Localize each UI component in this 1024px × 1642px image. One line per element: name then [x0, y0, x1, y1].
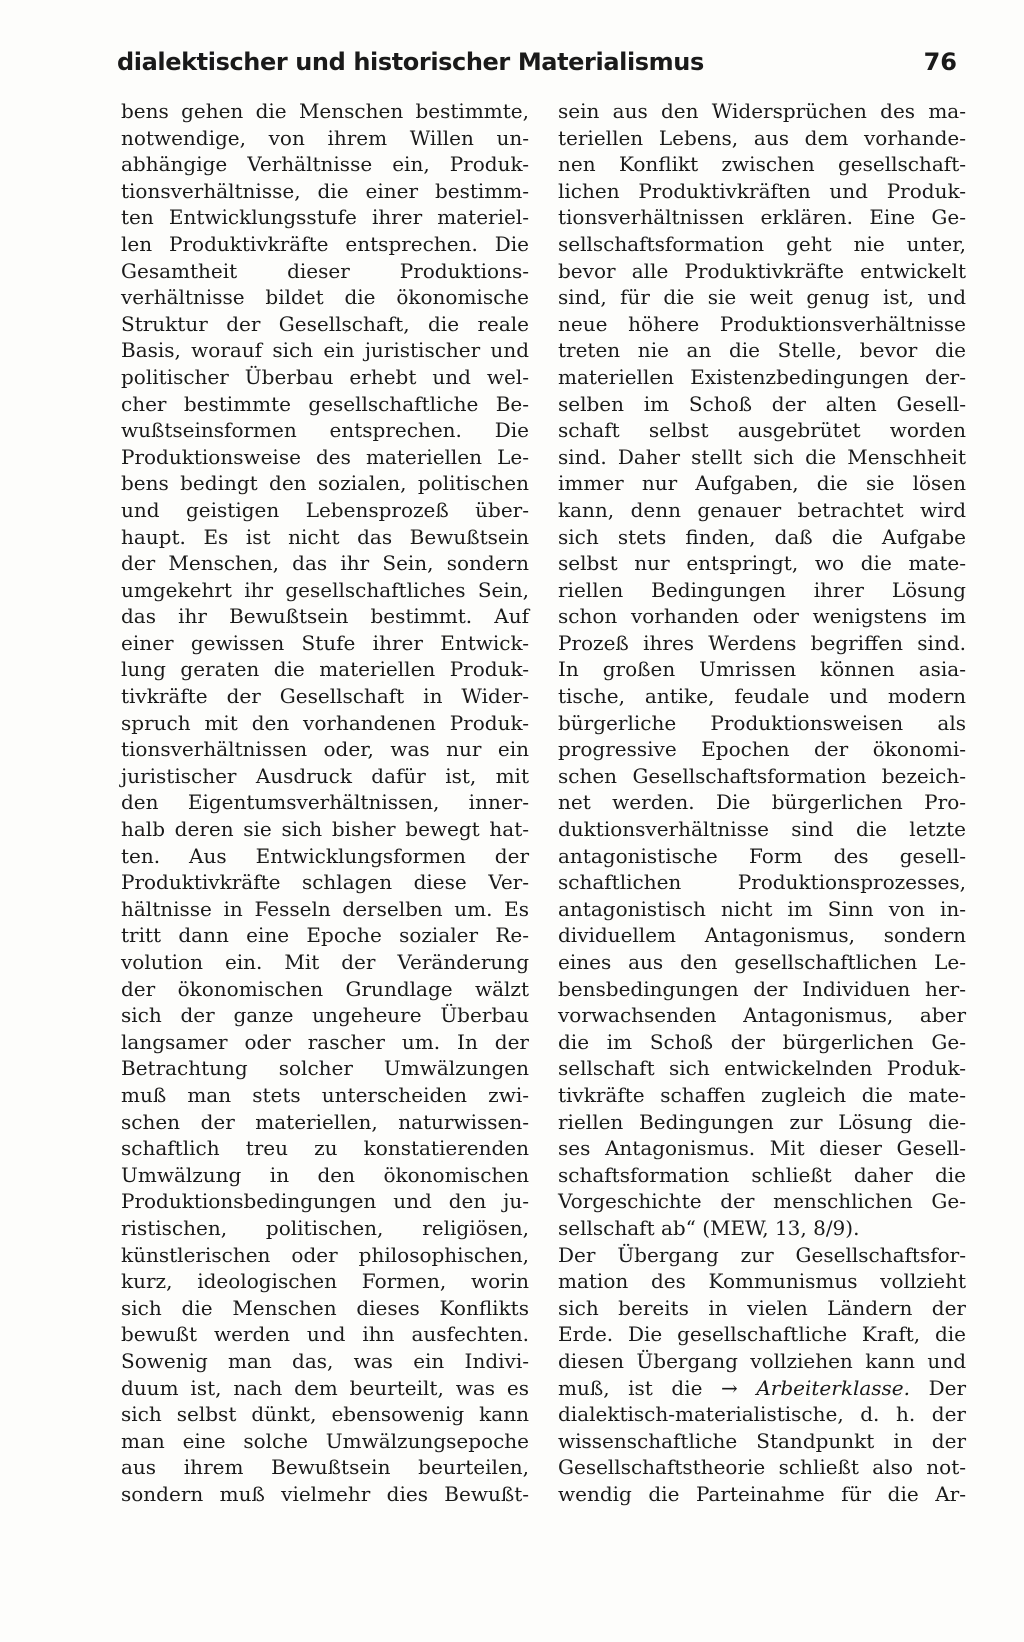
right-column [558, 98, 966, 1507]
text-line: haupt. Es ist nicht das Bewußtsein [121, 524, 529, 549]
text-line: schen Gesellschaftsformation bezeich- [558, 763, 966, 788]
text-line: neue höhere Produktionsverhältnisse [558, 311, 966, 336]
text-line: sondern muß vielmehr dies Bewußt- [121, 1481, 529, 1506]
text-line: halb deren sie sich bisher bewegt hat- [121, 817, 529, 842]
text-line: Betrachtung solcher Umwälzungen [121, 1056, 529, 1081]
text-line: mation des Kommunismus vollzieht [558, 1269, 966, 1294]
text-line: muß man stets unterscheiden zwi- [121, 1082, 529, 1107]
text-line: künstlerischen oder philosophischen, [121, 1242, 529, 1267]
text-line: juristischer Ausdruck dafür ist, mit [121, 763, 529, 788]
text-line: aus ihrem Bewußtsein beurteilen, [121, 1455, 529, 1480]
text-line: Produktivkräfte schlagen diese Ver- [121, 870, 529, 895]
text-line: vorwachsenden Antagonismus, aber [558, 1003, 966, 1028]
text-line: Vorgeschichte der menschlichen Ge- [558, 1189, 966, 1214]
text-line: der ökonomischen Grundlage wälzt [121, 976, 529, 1001]
cross-reference-link[interactable]: Arbeiterklasse. [756, 1375, 910, 1400]
text-line: lichen Produktivkräften und Produk- [558, 178, 966, 203]
text-line: ten. Aus Entwicklungsformen der [121, 843, 529, 868]
text-line: das ihr Bewußtsein bestimmt. Auf [121, 604, 529, 629]
text-line: und geistigen Lebensprozeß über- [121, 497, 529, 522]
cross-reference-arrow-icon: → [721, 1375, 738, 1400]
text-line: den Eigentumsverhältnissen, inner- [121, 790, 529, 815]
text-line: cher bestimmte gesellschaftliche Be- [121, 391, 529, 416]
text-line: Struktur der Gesellschaft, die reale [121, 311, 529, 336]
text-line: verhältnisse bildet die ökonomische [121, 285, 529, 310]
text-line: lung geraten die materiellen Produk- [121, 657, 529, 682]
text-fragment: muß, ist die [558, 1375, 703, 1400]
text-line: sein aus den Widersprüchen des ma- [558, 99, 966, 123]
text-line: dialektisch-materialistische, d. h. der [558, 1402, 966, 1427]
text-line: die im Schoß der bürgerlichen Ge- [558, 1029, 966, 1054]
text-line: duktionsverhältnisse sind die letzte [558, 817, 966, 842]
text-line: tische, antike, feudale und modern [558, 684, 966, 709]
text-line: sich der ganze ungeheure Überbau [121, 1003, 529, 1028]
text-line: Der Übergang zur Gesellschaftsfor- [558, 1242, 966, 1267]
text-line: nen Konflikt zwischen gesellschaft- [558, 152, 966, 177]
text-line: hältnisse in Fesseln derselben um. Es [121, 896, 529, 921]
text-line: wissenschaftliche Standpunkt in der [558, 1428, 966, 1453]
text-line: einer gewissen Stufe ihrer Entwick- [121, 630, 529, 655]
text-line: spruch mit den vorhandenen Produk- [121, 710, 529, 735]
left-column [121, 98, 529, 1507]
text-line: sich bereits in vielen Ländern der [558, 1295, 966, 1320]
text-line: bens gehen die Menschen bestimmte, [121, 99, 529, 123]
text-line: langsamer oder rascher um. In der [121, 1029, 529, 1054]
text-line: sellschaft ab“ (MEW, 13, 8/9). [558, 1215, 860, 1240]
text-line: ristischen, politischen, religiösen, [121, 1215, 529, 1240]
text-line: Produktionsweise des materiellen Le- [121, 444, 529, 469]
text-line: tivkräfte schaffen zugleich die mate- [558, 1082, 966, 1107]
text-line: bevor alle Produktivkräfte entwickelt [558, 258, 966, 283]
text-line: sellschaftsformation geht nie unter, [558, 231, 966, 256]
text-line: bensbedingungen der Individuen her- [558, 976, 966, 1001]
text-line: eines aus den gesellschaftlichen Le- [558, 950, 966, 974]
text-line: teriellen Lebens, aus dem vorhande- [558, 125, 966, 150]
text-line: wußtseinsformen entsprechen. Die [121, 418, 529, 443]
text-line: tionsverhältnissen erklären. Eine Ge- [558, 205, 966, 230]
text-line: sind. Daher stellt sich die Menschheit [558, 444, 966, 469]
text-line: abhängige Verhältnisse ein, Produk- [121, 152, 529, 177]
text-line: man eine solche Umwälzungsepoche [121, 1428, 529, 1453]
text-line: Umwälzung in den ökonomischen [121, 1162, 529, 1187]
text-line: der Menschen, das ihr Sein, sondern [121, 551, 529, 576]
text-line: Basis, worauf sich ein juristischer und [121, 338, 529, 363]
text-line: schen der materiellen, naturwissen- [121, 1109, 529, 1134]
text-line: sich selbst dünkt, ebensowenig kann [121, 1402, 529, 1427]
text-line: schaftlich treu zu konstatierenden [121, 1136, 529, 1161]
text-line: schaftlichen Produktionsprozesses, [558, 870, 966, 895]
text-line: sellschaft sich entwickelnden Produk- [558, 1056, 966, 1081]
text-line: wendig die Parteinahme für die Ar- [558, 1481, 966, 1506]
page-number: 76 [923, 48, 957, 76]
text-line: dividuellem Antagonismus, sondern [558, 923, 966, 948]
text-line: volution ein. Mit der Veränderung [121, 950, 529, 974]
text-line: diesen Übergang vollziehen kann und [558, 1348, 966, 1373]
text-line: riellen Bedingungen ihrer Lösung [558, 577, 966, 602]
text-line: bens bedingt den sozialen, politischen [121, 471, 529, 496]
text-line: tionsverhältnissen oder, was nur ein [121, 737, 529, 762]
text-line [558, 1375, 966, 1402]
text-line: Sowenig man das, was ein Indivi- [121, 1348, 529, 1373]
text-line: tionsverhältnisse, die einer bestimm- [121, 178, 529, 203]
text-line: kann, denn genauer betrachtet wird [558, 497, 966, 522]
running-header [117, 42, 957, 82]
text-line: selbst nur entspringt, wo die mate- [558, 551, 966, 576]
text-line: ses Antagonismus. Mit dieser Gesell- [558, 1136, 966, 1161]
text-line: notwendige, von ihrem Willen un- [121, 125, 529, 150]
text-line: In großen Umrissen können asia- [558, 657, 966, 682]
text-line: bewußt werden und ihn ausfechten. [121, 1322, 529, 1347]
text-fragment: Der [928, 1375, 967, 1400]
text-line: politischer Überbau erhebt und wel- [121, 364, 529, 389]
text-line: tivkräfte der Gesellschaft in Wider- [121, 684, 529, 709]
text-line: immer nur Aufgaben, die sie lösen [558, 471, 966, 496]
text-line: progressive Epochen der ökonomi- [558, 737, 966, 762]
text-line: schaftsformation schließt daher die [558, 1162, 966, 1187]
text-line: Produktionsbedingungen und den ju- [121, 1189, 529, 1214]
text-line: selben im Schoß der alten Gesell- [558, 391, 966, 416]
text-line: antagonistisch nicht im Sinn von in- [558, 896, 966, 921]
text-line: antagonistische Form des gesell- [558, 843, 966, 868]
text-line: duum ist, nach dem beurteilt, was es [121, 1375, 529, 1400]
text-line: Gesamtheit dieser Produktions- [121, 258, 529, 283]
text-line: net werden. Die bürgerlichen Pro- [558, 790, 966, 815]
text-line: bürgerliche Produktionsweisen als [558, 710, 966, 735]
text-line: sind, für die sie weit genug ist, und [558, 285, 966, 310]
text-line: riellen Bedingungen zur Lösung die- [558, 1109, 966, 1134]
text-line: Gesellschaftstheorie schließt also not- [558, 1455, 966, 1480]
text-line: kurz, ideologischen Formen, worin [121, 1269, 529, 1294]
text-line: len Produktivkräfte entsprechen. Die [121, 231, 529, 256]
text-line: treten nie an die Stelle, bevor die [558, 338, 966, 363]
text-line: schaft selbst ausgebrütet worden [558, 418, 966, 443]
header-title: dialektischer und historischer Materialismus [117, 48, 704, 76]
text-line: sich stets finden, daß die Aufgabe [558, 524, 966, 549]
text-line: materiellen Existenzbedingungen der- [558, 364, 966, 389]
text-line: Erde. Die gesellschaftliche Kraft, die [558, 1322, 966, 1347]
text-line: umgekehrt ihr gesellschaftliches Sein, [121, 577, 529, 602]
text-line: sich die Menschen dieses Konflikts [121, 1295, 529, 1320]
text-line: Prozeß ihres Werdens begriffen sind. [558, 630, 966, 655]
text-line: schon vorhanden oder wenigstens im [558, 604, 966, 629]
text-line: tritt dann eine Epoche sozialer Re- [121, 923, 529, 948]
text-line: ten Entwicklungsstufe ihrer materiel- [121, 205, 529, 230]
